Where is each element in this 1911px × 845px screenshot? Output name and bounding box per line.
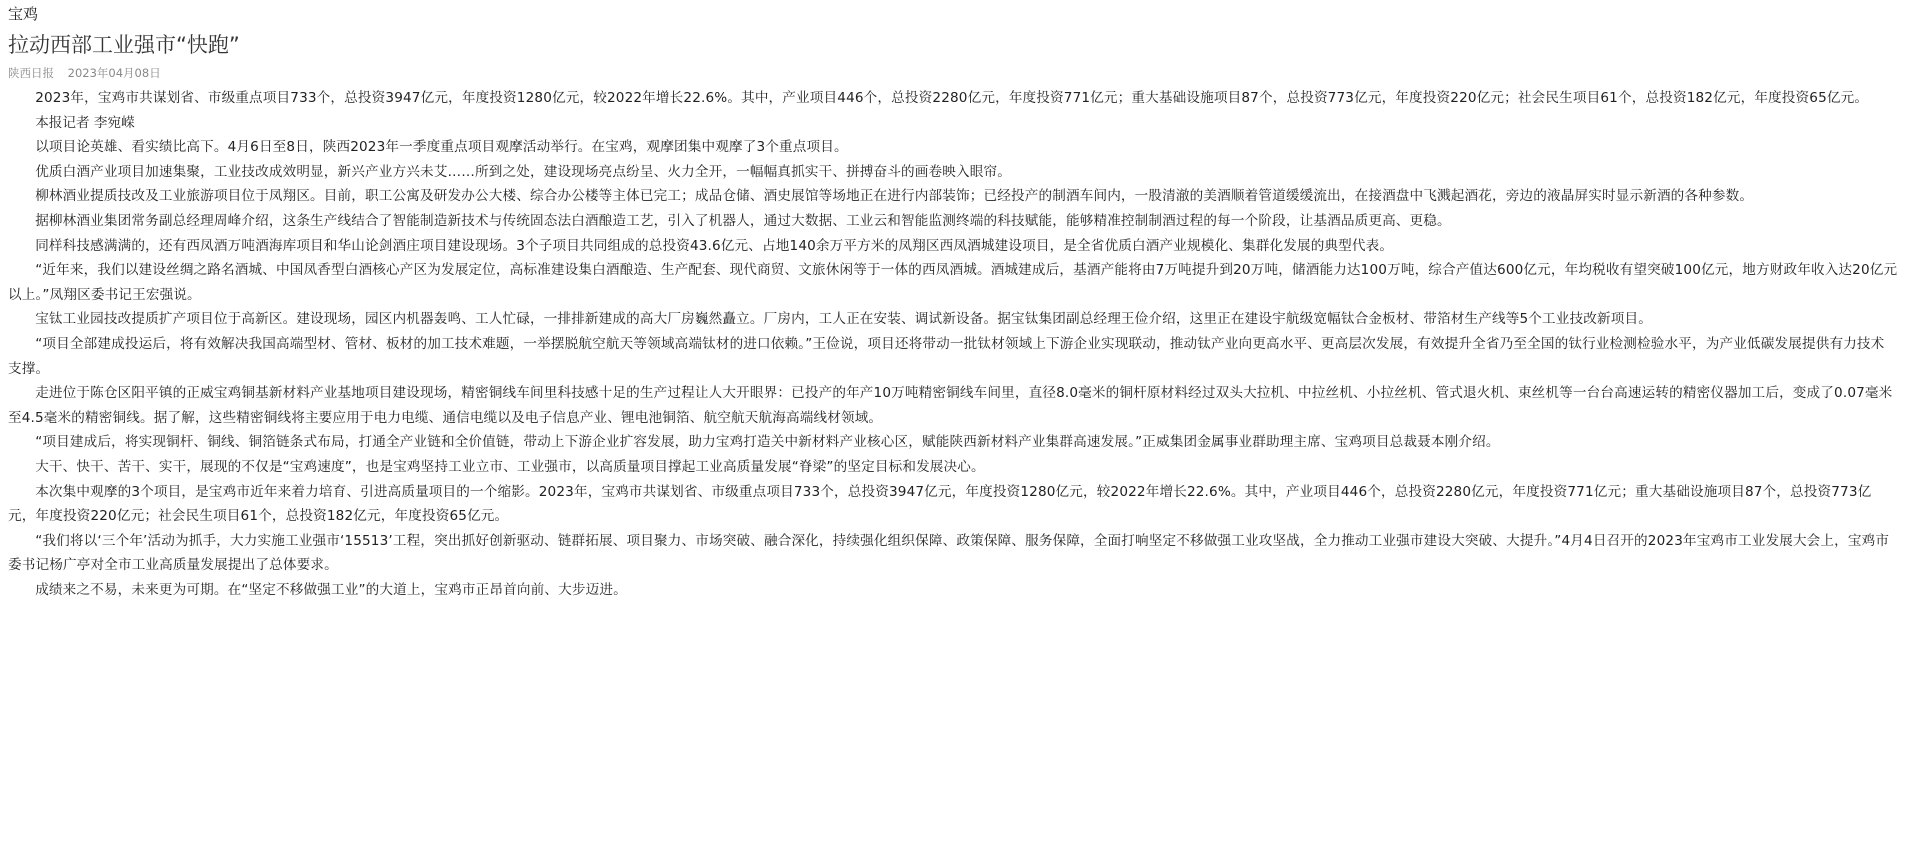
paragraph: 据柳林酒业集团常务副总经理周峰介绍，这条生产线结合了智能制造新技术与传统固态法白酒酿造工艺，引入了机器人，通过大数据、工业云和智能监测终端的科技赋能，能够精准控制制酒过程的每一个阶段，让基酒品质更高、更稳。 — [35, 212, 1451, 229]
paragraph: 宝钛工业园技改提质扩产项目位于高新区。建设现场，园区内机器轰鸣、工人忙碌，一排排新建成的高大厂房巍然矗立。厂房内，工人正在安装、调试新设备。据宝钛集团副总经理王俭介绍，这里正在建设宇航级宽幅钛合金板材、带箔材生产线等5个工业技改新项目。 — [35, 311, 1652, 328]
paragraph: 以项目论英雄、看实绩比高下。4月6日至8日，陕西2023年一季度重点项目观摩活动举行。在宝鸡，观摩团集中观摩了3个重点项目。 — [35, 139, 848, 156]
paragraph: 2023年，宝鸡市共谋划省、市级重点项目733个，总投资3947亿元，年度投资1280亿元，较2022年增长22.6%。其中，产业项目446个，总投资2280亿元，年度投资771亿元；重大基础设施项目87个，总投资773亿元，年度投资220亿元；社会民生项目61个，总投资182亿元，年度投资65亿元。 — [35, 90, 1869, 106]
paragraph: “项目全部建成投运后，将有效解决我国高端型材、管材、板材的加工技术难题，一举摆脱航空航天等领域高端钛材的进口依赖。”王俭说，项目还将带动一批钛材领域上下游企业实现联动，推动钛产业向更高水平、更高层次发展，有效提升全省乃至全国的钛行业检测检验水平，为产业低碳发展提供有力技术支撑。 — [8, 335, 1885, 377]
paragraph: 大干、快干、苦干、实干，展现的不仅是“宝鸡速度”，也是宝鸡坚持工业立市、工业强市，以高质量项目撑起工业高质量发展“脊梁”的坚定目标和发展决心。 — [35, 458, 985, 475]
byline: 本报记者 李宛嵘 — [35, 114, 135, 131]
article-meta — [8, 64, 1903, 82]
publish-date: 2023年04月08日 — [67, 66, 161, 80]
paragraph: 同样科技感满满的，还有西凤酒万吨酒海库项目和华山论剑酒庄项目建设现场。3个子项目共同组成的总投资43.6亿元、占地140余万平方米的凤翔区西凤酒城建设项目，是全省优质白酒产业规模化、集群化发展的典型代表。 — [35, 237, 1394, 254]
paragraph: 走进位于陈仓区阳平镇的正威宝鸡铜基新材料产业基地项目建设现场，精密铜线车间里科技感十足的生产过程让人大开眼界：已投产的年产10万吨精密铜线车间里，直径8.0毫米的铜杆原材料经过双头大拉机、中拉丝机、小拉丝机、管式退火机、束丝机等一台台高速运转的精密仪器加工后，变成了0.07毫米至4.5毫米的精密铜线。据了解，这些精密铜线将主要应用于电力电缆、通信电缆以及电子信息产业、锂电池铜箔、航空航天航海高端线材领域。 — [8, 385, 1893, 426]
paragraph: “项目建成后，将实现铜杆、铜线、铜箔链条式布局，打通全产业链和全价值链，带动上下游企业扩容发展，助力宝鸡打造关中新材料产业核心区，赋能陕西新材料产业集群高速发展。”正威集团金属事业群助理主席、宝鸡项目总裁聂本刚介绍。 — [35, 434, 1500, 451]
paragraph: 成绩来之不易，未来更为可期。在“坚定不移做强工业”的大道上，宝鸡市正昂首向前、大步迈进。 — [35, 581, 627, 598]
paragraph: “我们将以‘三个年’活动为抓手，大力实施工业强市‘15513’工程，突出抓好创新驱动、链群拓展、项目聚力、市场突破、融合深化，持续强化组织保障、政策保障、服务保障，全面打响坚定不移做强工业攻坚战，全力推动工业强市建设大突破、大提升。”4月4日召开的2023年宝鸡市工业发展大会上，宝鸡市委书记杨广亭对全市工业高质量发展提出了总体要求。 — [8, 532, 1890, 574]
source-label: 陕西日报 — [8, 66, 54, 80]
article-body — [8, 86, 1903, 602]
article-headline: 拉动西部工业强市“快跑” — [8, 33, 240, 57]
paragraph: 柳林酒业提质技改及工业旅游项目位于凤翔区。目前，职工公寓及研发办公大楼、综合办公楼等主体已完工；成品仓储、酒史展馆等场地正在进行内部装饰；已经投产的制酒车间内，一股清澈的美酒顺着管道缓缓流出，在接酒盘中飞溅起酒花，旁边的液晶屏实时显示新酒的各种参数。 — [35, 188, 1754, 205]
paragraph: 本次集中观摩的3个项目，是宝鸡市近年来着力培育、引进高质量项目的一个缩影。2023年，宝鸡市共谋划省、市级重点项目733个，总投资3947亿元，年度投资1280亿元，较2022年增长22.6%。其中，产业项目446个，总投资2280亿元，年度投资771亿元；重大基础设施项目87个，总投资773亿元，年度投资220亿元；社会民生项目61个，总投资182亿元，年度投资65亿元。 — [8, 483, 1872, 525]
paragraph: “近年来，我们以建设丝绸之路名酒城、中国凤香型白酒核心产区为发展定位，高标准建设集白酒酿造、生产配套、现代商贸、文旅休闲等于一体的西凤酒城。酒城建成后，基酒产能将由7万吨提升到20万吨，储酒能力达100万吨，综合产值达600亿元，年均税收有望突破100亿元，地方财政年收入达20亿元以上。”凤翔区委书记王宏强说。 — [8, 262, 1898, 303]
paragraph: 优质白酒产业项目加速集聚，工业技改成效明显，新兴产业方兴未艾……所到之处，建设现场亮点纷呈、火力全开，一幅幅真抓实干、拼搏奋斗的画卷映入眼帘。 — [35, 163, 1011, 180]
section-label: 宝鸡 — [8, 5, 39, 23]
